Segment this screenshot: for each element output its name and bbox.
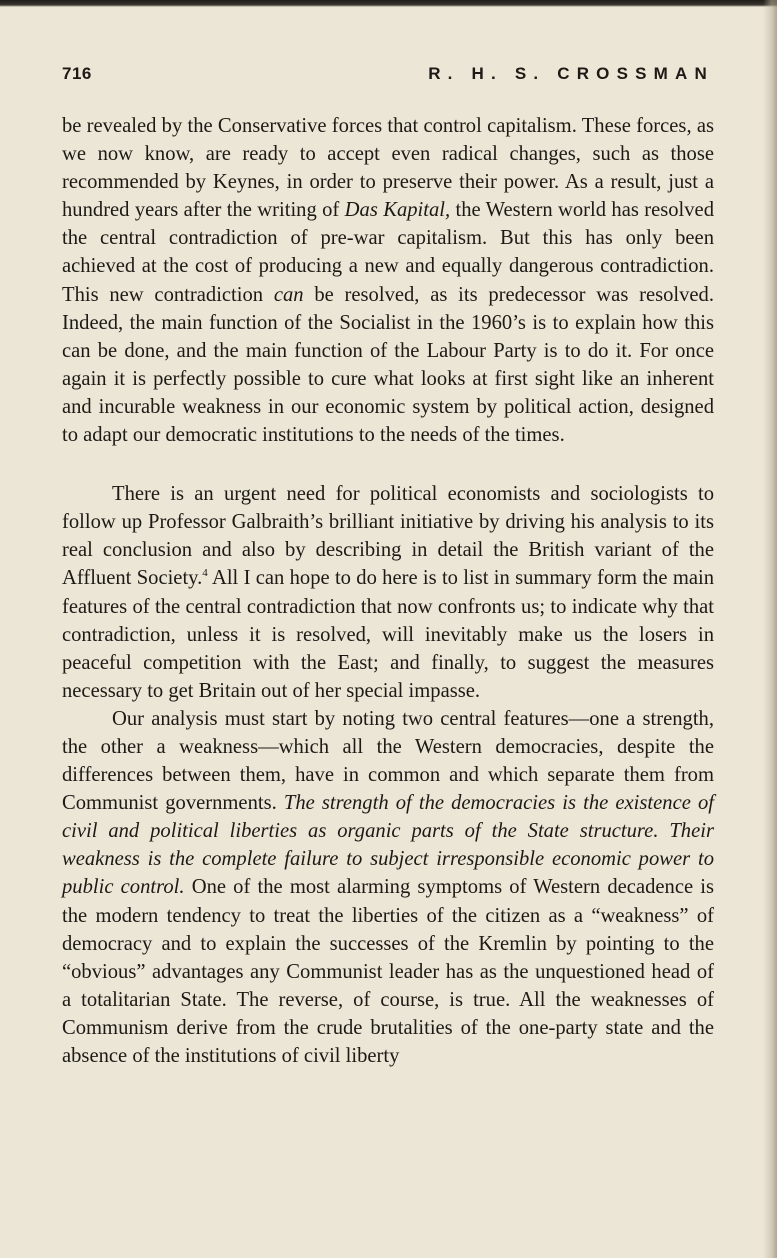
paragraph-1-text-a: be revealed by the Conservative forces that control capitalism. These forces, as we now know, are ready to accept even radical changes, such as those recommended by Keynes, in order to preserve their power. As a result, just a hundred years after the writing of xyxy=(62,115,714,222)
paragraph-1 xyxy=(62,112,714,449)
paragraph-1-book-title: Das Kapital, xyxy=(344,199,451,222)
page-number: 716 xyxy=(62,64,92,83)
paragraph-3-italic-thesis: The strength of the democracies is the existence of civil and political liberties as organic parts of the State structure. Their weakness is the complete failure to subject irresponsible economic power to public control. xyxy=(62,792,714,899)
paragraph-3-text-b: One of the most alarming symptoms of Western decadence is the modern tendency to treat the liberties of the citizen as a “weakness” of democracy and to explain the successes of the Kremlin by pointing to the “obvious” advantages any Communist leader has as the unquestioned head of a totalitarian State. The reverse, of course, is true. All the weaknesses of Communism derive from the crude brutalities of the one-party state and the absence of the institutions of civil liberty xyxy=(62,876,715,1067)
paragraph-3 xyxy=(62,705,714,1070)
footnote-marker: 4 xyxy=(202,567,208,580)
paragraph-1-text-c: be resolved, as its predecessor was resolved. Indeed, the main function of the Socialist in the 1960’s is to explain how this can be done, and the main function of the Labour Party is to do it. For once again it is perfectly possible to cure what looks at first sight like an inherent and incurable weakness in our economic system by political action, designed to adapt our democratic institutions to the needs of the times. xyxy=(62,283,714,447)
paragraph-1-text-b: the Western world has resolved the central contradiction of pre-war capitalism. But this has only been achieved at the cost of producing a new and equally dangerous contradiction. This new contradiction xyxy=(62,199,714,306)
paragraph-2-text-a: There is an urgent need for political economists and sociologists to follow up Professor Galbraith’s brilliant initiative by driving his analysis to its real conclusion and also by describing in detail the British variant of the Affluent Society. xyxy=(62,483,714,590)
paragraph-3-text-a: Our analysis must start by noting two central features—one a strength, the other a weakness—which all the Western democracies, despite the differences between them, have in common and which separate them from Communist governments. xyxy=(62,707,714,815)
paragraph-1-emphasis-can: can xyxy=(273,283,304,306)
paragraph-2 xyxy=(62,480,714,705)
page-top-edge xyxy=(0,0,777,7)
page-right-edge xyxy=(763,0,777,1258)
paragraph-2-text-b: All I can hope to do here is to list in summary form the main features of the central contradiction that now confronts us; to indicate why that contradiction, unless it is resolved, will inevitably make us the losers in peaceful competition with the East; and finally, to suggest the measures necessary to get Britain out of her special impasse. xyxy=(62,567,714,702)
book-page xyxy=(62,64,714,1070)
running-head xyxy=(62,64,714,94)
running-head-author: R. H. S. CROSSMAN xyxy=(428,64,714,83)
